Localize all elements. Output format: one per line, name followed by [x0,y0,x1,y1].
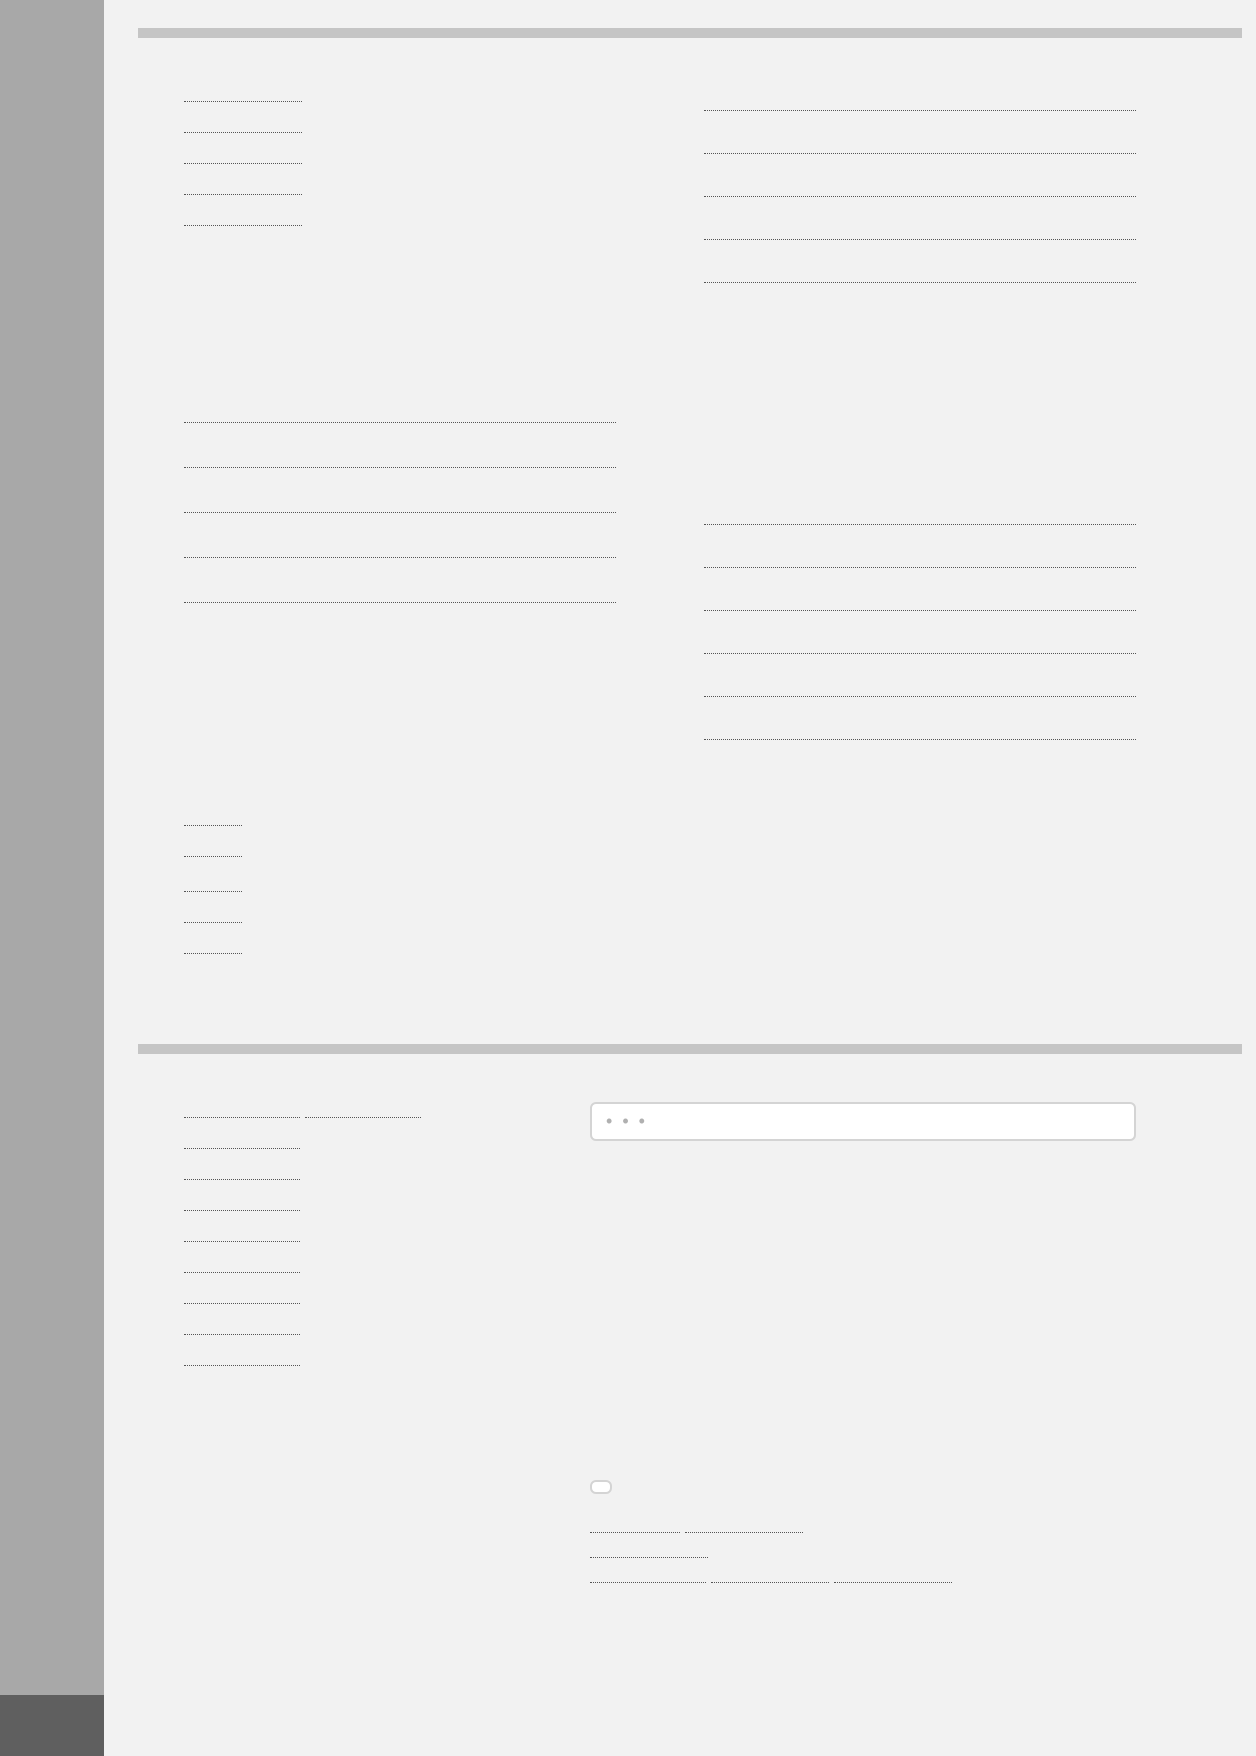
exercise-item [154,808,616,833]
exercise-item [154,1193,546,1218]
answer-line[interactable] [704,670,1136,697]
grammar-exercise-4 [646,74,1136,299]
answer-line[interactable] [184,439,616,468]
grammar-exercise-5 [646,488,1136,756]
answer-gap[interactable] [184,938,242,954]
answer-line[interactable] [704,84,1136,111]
answer-gap[interactable] [184,1288,300,1304]
answer-line[interactable] [704,256,1136,283]
answer-gap[interactable] [184,841,242,857]
answer-gap[interactable] [184,1350,300,1366]
answer-gap[interactable] [184,1164,300,1180]
word-box [590,1480,612,1494]
exercise-item [154,1317,546,1342]
answer-gap[interactable] [711,1567,829,1583]
answer-gap[interactable] [590,1542,708,1558]
item-text [184,808,616,833]
answer-gap[interactable] [184,210,302,226]
answer-line[interactable] [704,170,1136,197]
exercise-item [154,208,616,233]
exercise-item [154,905,616,930]
section-rule [138,28,1242,38]
item-text [184,839,616,864]
exercise-item [154,115,616,140]
answer-gap[interactable] [184,179,302,195]
answer-line[interactable] [184,484,616,513]
word-box [590,1102,1136,1141]
exercise-item [154,84,616,109]
answer-line[interactable] [184,394,616,423]
item-text [184,1286,546,1311]
answer-gap[interactable] [184,148,302,164]
item-number [154,1193,184,1218]
separator-dot: • [622,1111,629,1131]
answer-line[interactable] [184,574,616,603]
item-text [184,146,616,171]
answer-line[interactable] [704,713,1136,740]
answer-line[interactable] [704,627,1136,654]
answer-gap[interactable] [305,1102,421,1118]
item-number [154,1317,184,1342]
answer-gap[interactable] [184,1257,300,1273]
item-number [154,808,184,833]
item-number [154,84,184,109]
item-text [184,1317,546,1342]
answer-gap[interactable] [184,1226,300,1242]
vocabulary-exercise-2 [562,1090,1136,1151]
answer-line[interactable] [704,213,1136,240]
separator-dot: • [638,1111,645,1131]
item-text [184,870,616,899]
answer-line[interactable] [704,498,1136,525]
item-text [184,1255,546,1280]
vocabulary-section-header [126,1038,1242,1054]
item-text [184,936,616,961]
item-text [184,1193,546,1218]
item-number [154,1224,184,1249]
gap-fill-text [590,1515,1136,1590]
item-text [184,905,616,930]
exercise-item [154,1162,546,1187]
answer-gap[interactable] [184,907,242,923]
exercise-item [154,1255,546,1280]
item-number [154,839,184,864]
item-number [154,1286,184,1311]
answer-gap[interactable] [184,1195,300,1211]
answer-gap[interactable] [184,117,302,133]
item-number [154,1131,184,1156]
answer-gap[interactable] [590,1567,706,1583]
exercise-item [154,146,616,171]
answer-line[interactable] [704,541,1136,568]
answer-gap[interactable] [184,1102,300,1118]
item-number [154,1255,184,1280]
exercise-item [154,1131,546,1156]
item-number [154,1162,184,1187]
grammar-exercise-3 [126,798,616,967]
item-number [154,1100,184,1125]
sidebar [0,0,104,1756]
item-text [184,1131,546,1156]
answer-gap[interactable] [184,86,302,102]
item-text [184,208,616,233]
separator-dot: • [606,1111,613,1131]
grammar-section-header [126,22,1242,38]
answer-gap[interactable] [184,1319,300,1335]
grammar-exercise-1 [126,74,616,239]
answer-line[interactable] [184,529,616,558]
answer-gap[interactable] [184,1133,300,1149]
item-text [184,115,616,140]
item-text [184,1100,546,1125]
section-rule [138,1044,1242,1054]
exercise-item [154,839,616,864]
page-number [0,1695,104,1756]
exercise-item [154,1348,546,1373]
answer-gap[interactable] [685,1517,803,1533]
item-number [154,177,184,202]
vocabulary-exercise-3 [562,1468,1136,1590]
exercise-item [154,870,616,899]
vocabulary-exercise-1 [126,1090,546,1379]
item-number [154,870,184,899]
answer-line[interactable] [704,584,1136,611]
item-text [184,1348,546,1373]
answer-gap[interactable] [184,810,242,826]
exercise-item [154,1224,546,1249]
answer-gap[interactable] [184,876,242,892]
exercise-item [154,1100,546,1125]
item-text [184,1162,546,1187]
item-text [184,1224,546,1249]
item-number [154,115,184,140]
item-number [154,905,184,930]
item-number [154,1348,184,1373]
item-number [154,936,184,961]
item-text [184,84,616,109]
item-number [154,146,184,171]
answer-gap[interactable] [590,1517,680,1533]
item-number [154,208,184,233]
grammar-exercise-2 [126,384,616,619]
answer-gap[interactable] [834,1567,952,1583]
answer-line[interactable] [704,127,1136,154]
item-text [184,177,616,202]
exercise-item [154,936,616,961]
exercise-item [154,177,616,202]
exercise-item [154,1286,546,1311]
